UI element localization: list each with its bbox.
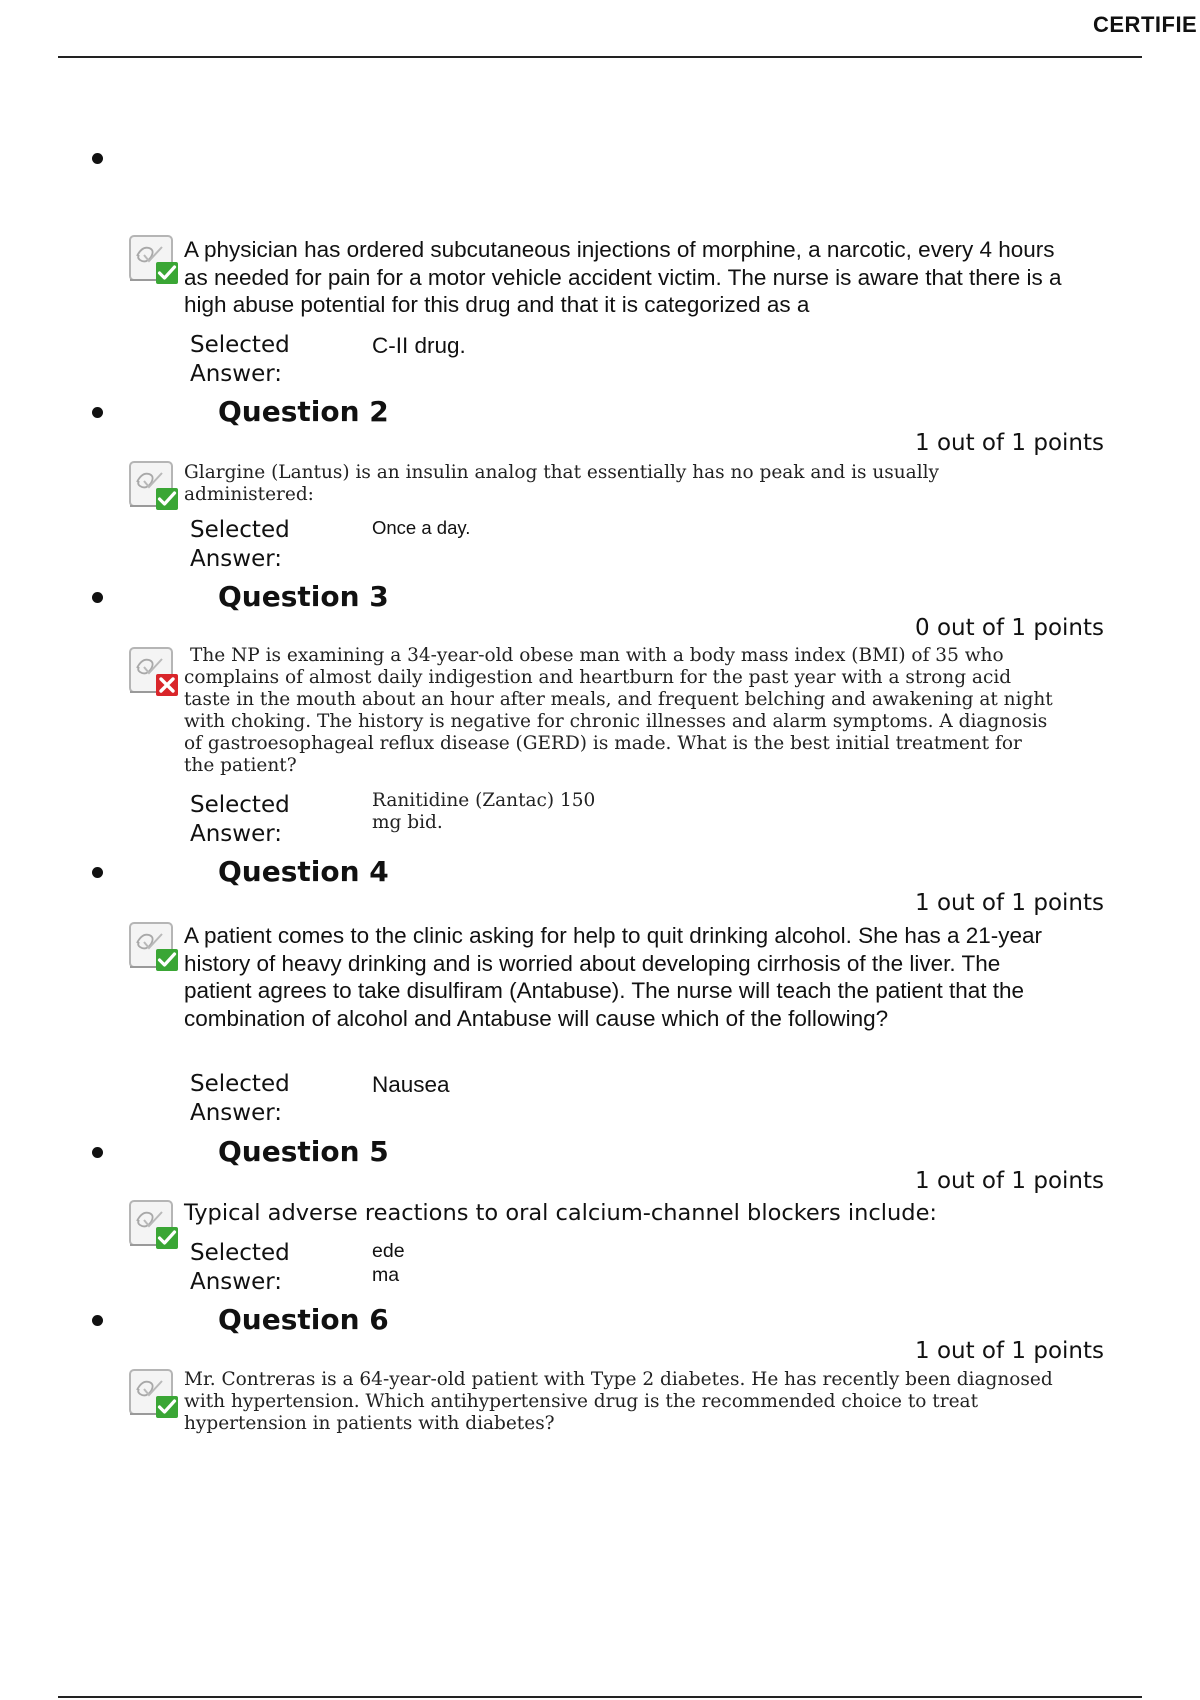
question-3-text: The NP is examining a 34-year-old obese man with a body mass index (BMI) of 35 who complains of almost daily indigestion and heartburn for the past year with a strong acid taste in the mouth about an hour after meals, and frequent belching and awakening at night with choking. The history is negative for chronic illnesses and alarm symptoms. A diagnosis of gastroesophageal reflux disease (GERD) is made. What is the best initial treatment for the patient? — [184, 645, 1053, 776]
selected-answer-label: Selected Answer: — [190, 1240, 290, 1295]
question-2-points: 1 out of 1 points — [915, 430, 1104, 456]
question-2-text: Glargine (Lantus) is an insulin analog that essentially has no peak and is usually administered: — [184, 462, 939, 505]
question-4-points: 1 out of 1 points — [915, 890, 1104, 916]
bullet-2 — [92, 407, 103, 418]
graded-incorrect-icon — [128, 646, 180, 698]
graded-correct-icon — [128, 1199, 180, 1251]
bullet-3 — [92, 592, 103, 603]
question-3-points: 0 out of 1 points — [915, 615, 1104, 641]
graded-correct-icon — [128, 460, 180, 512]
question-1-text: A physician has ordered subcutaneous injections of morphine, a narcotic, every 4 hours as needed for pain for a motor vehicle accident victim. The nurse is aware that there is a high abuse potential for this drug and that it is categorized as a — [184, 237, 1062, 317]
header-mark: CERTIFIE — [1093, 12, 1198, 37]
question-4-text: A patient comes to the clinic asking for help to quit drinking alcohol. She has a 21-year history of heavy drinking and is worried about developing cirrhosis of the liver. The patient agrees to take disulfiram (Antabuse). The nurse will teach the patient that the combination of alcohol and Antabuse will cause which of the following? — [184, 923, 1042, 1031]
header-rule — [58, 56, 1142, 58]
question-6-text: Mr. Contreras is a 64-year-old patient with Type 2 diabetes. He has recently been diagnosed with hypertension. Which antihypertensive drug is the recommended choice to treat hypertension in patients with diabetes? — [184, 1369, 1053, 1434]
question-4-title: Question 4 — [218, 855, 389, 888]
footer-rule — [58, 1696, 1142, 1698]
graded-correct-icon — [128, 234, 180, 286]
graded-correct-icon — [128, 921, 180, 973]
question-5-text: Typical adverse reactions to oral calcium-channel blockers include: — [184, 1200, 938, 1226]
question-6-title: Question 6 — [218, 1303, 389, 1336]
bullet-4 — [92, 867, 103, 878]
question-5-answer: ede ma — [372, 1240, 405, 1286]
bullet-6 — [92, 1315, 103, 1326]
question-3-title: Question 3 — [218, 580, 389, 613]
selected-answer-label: Selected Answer: — [190, 517, 290, 572]
question-1-answer: C-II drug. — [372, 333, 466, 358]
selected-answer-label: Selected Answer: — [190, 792, 290, 847]
selected-answer-label: Selected Answer: — [190, 332, 290, 387]
selected-answer-label: Selected Answer: — [190, 1071, 290, 1126]
question-4-answer: Nausea — [372, 1072, 450, 1097]
question-2-title: Question 2 — [218, 395, 389, 428]
question-3-answer: Ranitidine (Zantac) 150 mg bid. — [372, 790, 596, 833]
graded-correct-icon — [128, 1368, 180, 1420]
question-5-points: 1 out of 1 points — [915, 1168, 1104, 1194]
bullet-1 — [92, 153, 103, 164]
bullet-5 — [92, 1147, 103, 1158]
question-6-points: 1 out of 1 points — [915, 1338, 1104, 1364]
question-2-answer: Once a day. — [372, 517, 471, 538]
question-5-title: Question 5 — [218, 1135, 389, 1168]
